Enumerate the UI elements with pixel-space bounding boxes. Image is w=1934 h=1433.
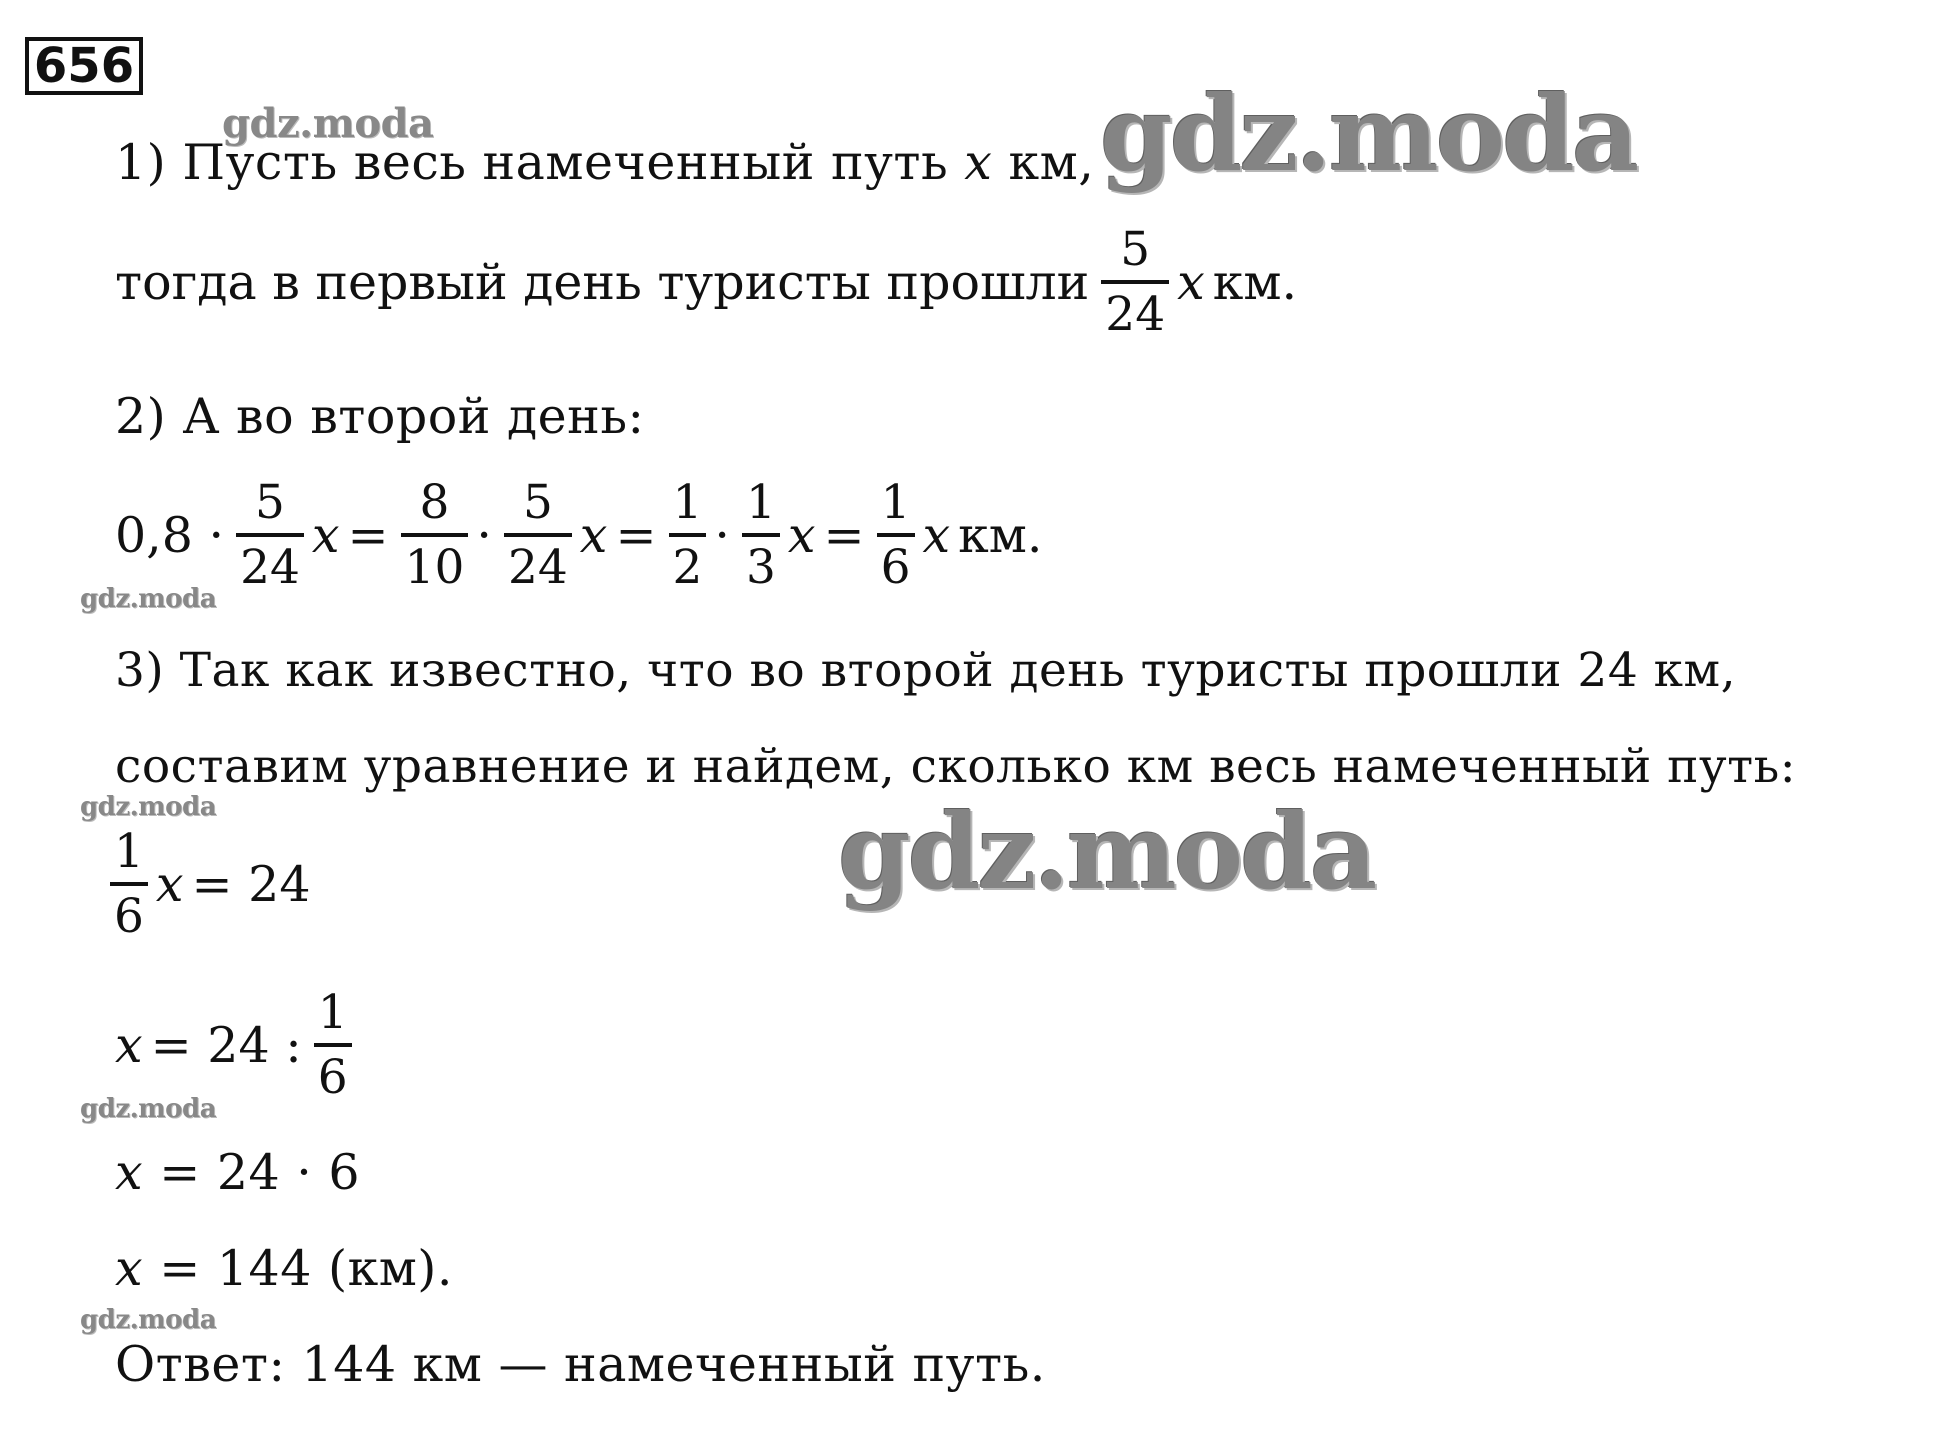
variable-x: x bbox=[155, 855, 184, 913]
numerator: 8 bbox=[419, 475, 450, 530]
step2-expression bbox=[115, 475, 1050, 596]
watermark-small: gdz.moda bbox=[80, 1305, 217, 1335]
fraction bbox=[504, 475, 572, 596]
numerator: 1 bbox=[880, 475, 911, 530]
denominator: 6 bbox=[317, 1050, 348, 1106]
fraction bbox=[669, 475, 707, 596]
equation-4 bbox=[115, 1240, 454, 1297]
equals-sign: = bbox=[823, 506, 865, 564]
denominator: 3 bbox=[745, 540, 776, 596]
equation-rest: = 24 · 6 bbox=[159, 1144, 361, 1201]
answer: Ответ: 144 км — намеченный путь. bbox=[115, 1336, 1046, 1393]
fraction bbox=[236, 475, 304, 596]
problem-number: 656 bbox=[25, 37, 143, 95]
equation-2 bbox=[115, 985, 360, 1106]
equals-sign: = bbox=[347, 506, 389, 564]
numerator: 5 bbox=[522, 475, 553, 530]
step1-text: 1) Пусть весь намеченный путь bbox=[115, 134, 949, 191]
watermark-small: gdz.moda bbox=[222, 100, 434, 147]
variable-x: x bbox=[922, 506, 951, 564]
numerator: 1 bbox=[317, 985, 348, 1040]
numerator: 5 bbox=[255, 475, 285, 530]
variable-x: x bbox=[115, 1144, 144, 1201]
variable-x: x bbox=[579, 506, 608, 564]
watermark-small: gdz.moda bbox=[80, 584, 217, 614]
variable-x: x bbox=[964, 134, 993, 191]
fraction-1-6 bbox=[314, 985, 352, 1106]
equals-sign: = bbox=[615, 506, 657, 564]
denominator: 6 bbox=[114, 889, 144, 945]
fraction-1-6 bbox=[110, 824, 148, 945]
denominator: 6 bbox=[880, 540, 911, 596]
equation-rest: = 24 bbox=[191, 855, 311, 913]
variable-x: x bbox=[115, 1016, 143, 1074]
variable-x: x bbox=[1177, 253, 1205, 311]
denominator: 24 bbox=[507, 540, 568, 596]
fraction-5-24 bbox=[1101, 222, 1169, 343]
numerator: 5 bbox=[1120, 222, 1151, 277]
step1-line2 bbox=[115, 222, 1305, 343]
unit-km: км, bbox=[1008, 134, 1095, 191]
fraction bbox=[401, 475, 469, 596]
step1-text2: тогда в первый день туристы прошли bbox=[115, 253, 1090, 311]
numerator: 1 bbox=[114, 824, 144, 879]
multiply-sign: · bbox=[714, 506, 730, 564]
fraction bbox=[877, 475, 915, 596]
numerator: 1 bbox=[745, 475, 776, 530]
step2-title: 2) А во второй день: bbox=[115, 388, 645, 445]
watermark-small: gdz.moda bbox=[80, 1094, 217, 1124]
equation-3 bbox=[115, 1144, 361, 1201]
watermark-small: gdz.moda bbox=[80, 792, 217, 822]
step3-line1: 3) Так как известно, что во второй день туристы прошли 24 км, bbox=[115, 643, 1737, 698]
variable-x: x bbox=[311, 506, 340, 564]
denominator: 2 bbox=[672, 540, 703, 596]
coefficient: 0,8 · bbox=[115, 506, 225, 564]
watermark-large: gdz.moda bbox=[1100, 72, 1637, 195]
numerator: 1 bbox=[672, 475, 703, 530]
denominator: 24 bbox=[240, 540, 300, 596]
equation-mid: = 24 : bbox=[150, 1016, 302, 1074]
unit-km: км. bbox=[1212, 253, 1298, 311]
equation-rest: = 144 (км). bbox=[159, 1240, 454, 1297]
variable-x: x bbox=[787, 506, 816, 564]
variable-x: x bbox=[115, 1240, 144, 1297]
step1-line1 bbox=[115, 134, 1095, 191]
denominator: 10 bbox=[404, 540, 465, 596]
step3-line2: составим уравнение и найдем, сколько км весь намеченный путь: bbox=[115, 739, 1797, 794]
fraction bbox=[742, 475, 780, 596]
multiply-sign: · bbox=[476, 506, 492, 564]
equation-1 bbox=[110, 824, 319, 945]
denominator: 24 bbox=[1105, 287, 1166, 343]
unit-km: км. bbox=[958, 506, 1043, 564]
watermark-large: gdz.moda bbox=[838, 790, 1375, 913]
